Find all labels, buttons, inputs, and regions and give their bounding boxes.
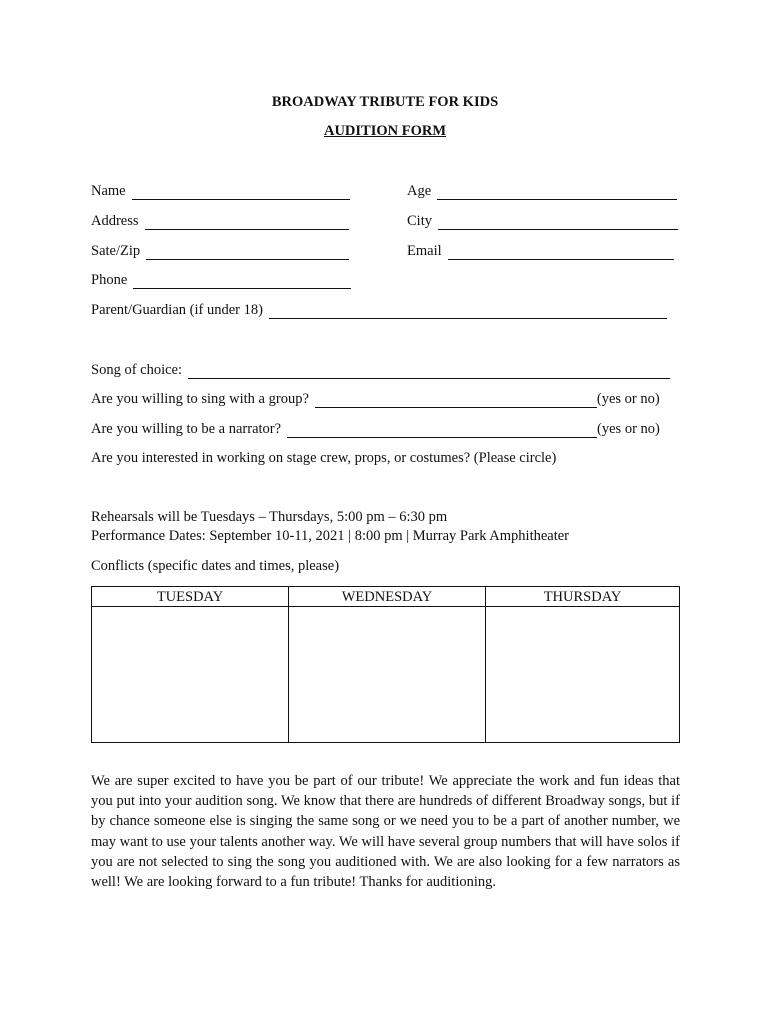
address-row: [91, 212, 349, 230]
conflicts-label: Conflicts (specific dates and times, please): [91, 558, 340, 574]
form-subtitle: AUDITION FORM: [323, 123, 447, 139]
narrator-suffix: (yes or no): [597, 421, 660, 437]
song-row: [91, 361, 670, 379]
conflicts-header-row: [92, 587, 680, 607]
tuesday-header: TUESDAY: [92, 587, 289, 607]
rehearsal-info: Rehearsals will be Tuesdays – Thursdays, 5:00 pm – 6:30 pm: [91, 509, 448, 525]
email-label: Email: [407, 243, 442, 259]
wednesday-conflicts-cell[interactable]: [289, 607, 486, 743]
group-suffix: (yes or no): [596, 391, 660, 407]
song-label: Song of choice:: [91, 362, 183, 378]
tuesday-conflicts-cell[interactable]: [92, 607, 289, 743]
closing-paragraph: We are super excited to have you be part of our tribute! We appreciate the work and fun ideas that you put into your audition song. We know that there are hundreds of different Broadway songs, but if by chance someone else is singing the same song or we need you to be a part of another number, we may want to use your talents another way. We will have several group numbers that will have solos if you are not selected to sing the song you auditioned with. We are also looking for a few narrators as well! We are looking forward to a fun tribute! Thanks for auditioning.: [91, 773, 680, 891]
phone-label: Phone: [91, 272, 128, 288]
form-title: BROADWAY TRIBUTE FOR KIDS: [271, 94, 499, 110]
group-label: Are you willing to sing with a group?: [91, 391, 309, 407]
narrator-row: [91, 420, 660, 438]
performance-info: Performance Dates: September 10-11, 2021 | 8:00 pm | Murray Park Amphitheater: [91, 528, 570, 544]
crew-question: Are you interested in working on stage crew, props, or costumes? (Please circle): [91, 450, 557, 466]
wednesday-header: WEDNESDAY: [289, 587, 486, 607]
address-label: Address: [91, 213, 139, 229]
phone-row: [91, 271, 351, 289]
parent-field[interactable]: [269, 304, 667, 319]
address-field[interactable]: [145, 215, 349, 230]
name-label: Name: [91, 183, 126, 199]
age-label: Age: [407, 183, 432, 199]
city-field[interactable]: [438, 215, 678, 230]
state-zip-row: [91, 242, 349, 260]
state-zip-label: Sate/Zip: [91, 243, 141, 259]
age-field[interactable]: [437, 185, 677, 200]
parent-label: Parent/Guardian (if under 18): [91, 302, 263, 318]
group-field[interactable]: [315, 393, 597, 408]
city-label: City: [407, 213, 432, 229]
conflicts-table: [91, 586, 680, 743]
narrator-label: Are you willing to be a narrator?: [91, 421, 282, 437]
thursday-header: THURSDAY: [486, 587, 680, 607]
narrator-field[interactable]: [287, 423, 597, 438]
email-field[interactable]: [448, 245, 674, 260]
thursday-conflicts-cell[interactable]: [486, 607, 680, 743]
phone-field[interactable]: [133, 274, 351, 289]
state-zip-field[interactable]: [146, 245, 349, 260]
city-row: [407, 212, 678, 230]
name-row: [91, 182, 350, 200]
conflicts-entry-row: [92, 607, 680, 743]
email-row: [407, 242, 674, 260]
name-field[interactable]: [132, 185, 350, 200]
song-field[interactable]: [188, 364, 670, 379]
parent-row: [91, 301, 667, 319]
group-row: [91, 390, 660, 408]
age-row: [407, 182, 677, 200]
